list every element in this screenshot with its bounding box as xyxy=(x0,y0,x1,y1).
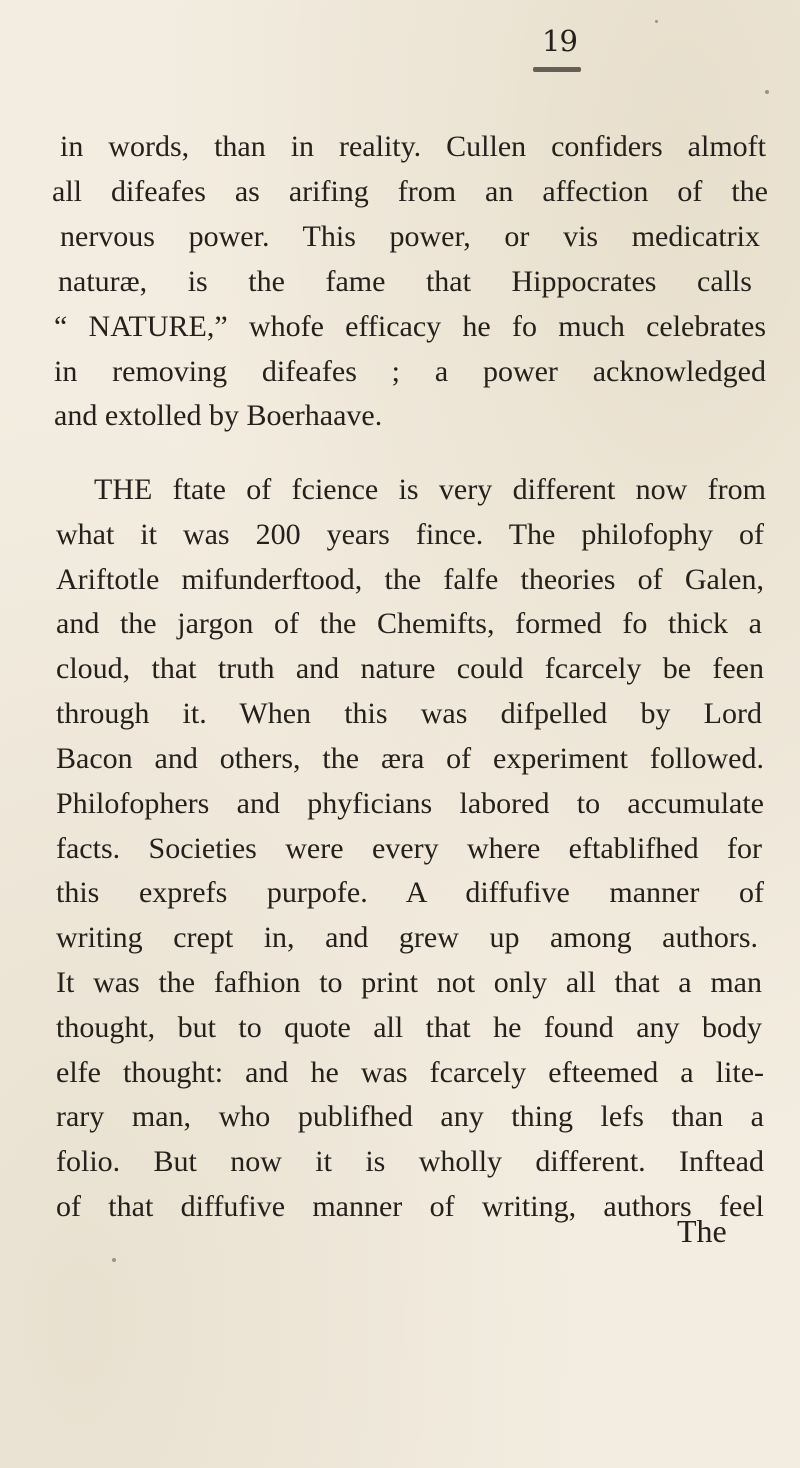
text-line: facts. Societies were every where eftablifhed for xyxy=(56,832,762,865)
text-line: all difeafes as arifing from an affection of the xyxy=(52,175,768,208)
text-line: Bacon and others, the æra of experiment followed. xyxy=(56,742,764,775)
text-line: rary man, who publifhed any thing lefs than a xyxy=(56,1100,764,1133)
text-line: writing crept in, and grew up among authors. xyxy=(56,921,758,954)
text-line: and extolled by Boerhaave. xyxy=(54,399,383,432)
paper-speck xyxy=(765,90,769,94)
text-line: of that diffufive manner of writing, authors feel xyxy=(56,1190,764,1223)
text-line: through it. When this was difpelled by Lord xyxy=(56,697,762,730)
text-line: elfe thought: and he was fcarcely efteemed a lite- xyxy=(56,1056,764,1089)
text-line: thought, but to quote all that he found any body xyxy=(56,1011,762,1044)
text-line: nervous power. This power, or vis medicatrix xyxy=(60,220,760,253)
text-line: It was the fafhion to print not only all that a man xyxy=(56,966,762,999)
text-line: Philofophers and phyficians labored to accumulate xyxy=(56,787,764,820)
catchword: The xyxy=(677,1213,727,1249)
text-line: cloud, that truth and nature could fcarcely be feen xyxy=(56,652,764,685)
text-line: in words, than in reality. Cullen confiders almoft xyxy=(60,130,766,163)
text-line: and the jargon of the Chemifts, formed fo thick a xyxy=(56,607,762,640)
text-line: “ NATURE,” whofe efficacy he fo much celebrates xyxy=(54,310,766,343)
text-line: this exprefs purpofe. A diffufive manner of xyxy=(56,876,764,909)
page-number: 19 xyxy=(542,24,577,58)
paper-speck xyxy=(112,1258,116,1262)
text-line: naturæ, is the fame that Hippocrates calls xyxy=(58,265,752,298)
text-line: what it was 200 years fince. The philofophy of xyxy=(56,518,764,551)
paper-speck xyxy=(655,20,658,23)
text-line: in removing difeafes ; a power acknowledged xyxy=(54,355,766,388)
text-line: folio. But now it is wholly different. Inftead xyxy=(56,1145,764,1178)
text-line: Ariftotle mifunderftood, the falfe theories of Galen, xyxy=(56,563,764,596)
text-line: THE ftate of fcience is very different now from xyxy=(94,473,766,506)
page-number-ornament xyxy=(533,67,581,72)
